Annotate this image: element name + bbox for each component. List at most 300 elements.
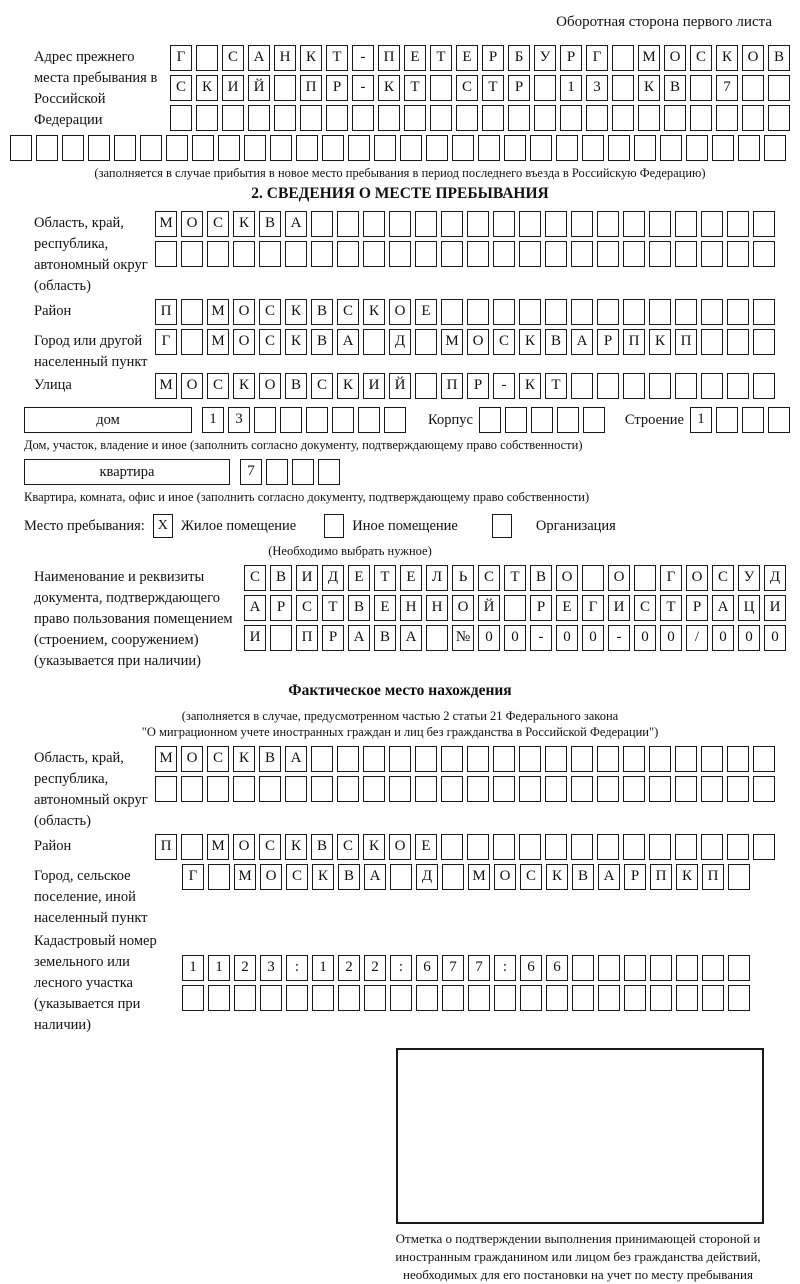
char-row — [182, 864, 790, 894]
char-row — [170, 105, 794, 135]
char-cell: 7 — [240, 459, 262, 485]
char-cell: В — [374, 625, 396, 651]
char-row — [690, 407, 794, 427]
char-cell: С — [337, 299, 359, 325]
char-cell — [415, 211, 437, 237]
char-cell — [546, 985, 568, 1011]
char-cell: А — [248, 45, 270, 71]
char-cell — [753, 299, 775, 325]
char-cell: В — [768, 45, 790, 71]
char-cell: А — [598, 864, 620, 890]
char-cell: С — [690, 45, 712, 71]
char-row — [155, 241, 790, 271]
char-cell: Г — [582, 595, 604, 621]
korpus-label: Корпус — [428, 412, 473, 428]
char-cell — [597, 776, 619, 802]
char-cell — [728, 864, 750, 890]
char-cell: 1 — [202, 407, 224, 433]
char-cell — [753, 834, 775, 860]
char-cell — [280, 407, 302, 433]
char-cell — [292, 459, 314, 485]
char-cell — [701, 329, 723, 355]
field-oblast — [10, 211, 790, 297]
char-cell — [196, 105, 218, 131]
field-kadastr — [10, 929, 790, 1036]
fact-gorod-label: Город, сельское поселение, иной населенный пункт — [34, 868, 148, 926]
char-cell: С — [296, 595, 318, 621]
char-cell: Е — [374, 595, 396, 621]
char-cell: О — [260, 864, 282, 890]
char-cell — [390, 985, 412, 1011]
char-cell: О — [608, 565, 630, 591]
char-cell — [270, 135, 292, 161]
char-cell: И — [608, 595, 630, 621]
char-cell: В — [311, 299, 333, 325]
char-cell — [260, 985, 282, 1011]
char-cell — [415, 776, 437, 802]
char-cell: Р — [560, 45, 582, 71]
char-cell: И — [363, 373, 385, 399]
char-cell — [389, 211, 411, 237]
char-cell: 2 — [364, 955, 386, 981]
char-cell — [166, 135, 188, 161]
char-cell: - — [530, 625, 552, 651]
char-cell: Т — [482, 75, 504, 101]
char-cell: К — [233, 373, 255, 399]
char-cell: С — [259, 329, 281, 355]
field-fact-gorod — [10, 864, 790, 929]
fact-oblast-label: Область, край, республика, автономный округ (область) — [34, 750, 148, 829]
char-cell — [768, 407, 790, 433]
char-cell — [181, 776, 203, 802]
char-cell — [557, 407, 579, 433]
char-cell: С — [478, 565, 500, 591]
char-cell: А — [400, 625, 422, 651]
char-cell — [664, 105, 686, 131]
char-cell: Т — [374, 565, 396, 591]
char-cell: К — [716, 45, 738, 71]
char-cell — [649, 241, 671, 267]
rayon-label: Район — [34, 303, 72, 319]
doc-label: Наименование и реквизиты документа, подтверждающего право пользования помещением (строением, сооружением) (указывается при наличии) — [34, 569, 233, 669]
char-cell — [140, 135, 162, 161]
prev-address-label: Адрес прежнего места пребывания в Российской Федерации — [34, 49, 158, 128]
char-cell — [285, 241, 307, 267]
char-cell — [764, 135, 786, 161]
char-cell — [452, 135, 474, 161]
char-cell: Е — [556, 595, 578, 621]
char-cell: Г — [586, 45, 608, 71]
char-cell: М — [155, 746, 177, 772]
char-cell: - — [608, 625, 630, 651]
char-cell — [742, 75, 764, 101]
field-ulitsa — [10, 373, 790, 403]
char-cell — [768, 105, 790, 131]
char-cell — [727, 299, 749, 325]
char-cell — [36, 135, 58, 161]
char-cell — [727, 241, 749, 267]
char-cell — [363, 241, 385, 267]
char-cell: С — [456, 75, 478, 101]
char-cell — [494, 985, 516, 1011]
char-cell — [702, 985, 724, 1011]
char-cell: Т — [326, 45, 348, 71]
char-cell: К — [233, 211, 255, 237]
char-cell — [479, 407, 501, 433]
char-cell — [441, 834, 463, 860]
char-row — [182, 985, 790, 1015]
char-cell — [441, 746, 463, 772]
char-cell — [285, 776, 307, 802]
char-cell: В — [285, 373, 307, 399]
char-cell: К — [378, 75, 400, 101]
char-cell — [571, 834, 593, 860]
char-cell — [358, 407, 380, 433]
stroenie-label: Строение — [624, 412, 684, 428]
char-cell: П — [378, 45, 400, 71]
char-cell: Д — [322, 565, 344, 591]
char-cell — [467, 746, 489, 772]
char-cell — [274, 75, 296, 101]
char-cell — [701, 241, 723, 267]
char-cell: Е — [348, 565, 370, 591]
char-cell — [690, 75, 712, 101]
char-cell: О — [233, 299, 255, 325]
char-cell — [650, 985, 672, 1011]
char-cell: К — [638, 75, 660, 101]
char-cell: Й — [478, 595, 500, 621]
char-cell: В — [259, 211, 281, 237]
char-cell: 0 — [478, 625, 500, 651]
char-cell — [598, 985, 620, 1011]
gorod-label: Город или другой населенный пункт — [34, 333, 148, 370]
char-cell: И — [244, 625, 266, 651]
char-cell: П — [650, 864, 672, 890]
char-cell — [534, 105, 556, 131]
char-cell — [415, 373, 437, 399]
char-cell — [519, 834, 541, 860]
char-row — [240, 459, 344, 479]
char-cell: О — [181, 373, 203, 399]
char-cell: М — [155, 373, 177, 399]
char-cell: И — [222, 75, 244, 101]
char-cell: О — [556, 565, 578, 591]
char-cell: О — [181, 746, 203, 772]
char-cell: О — [664, 45, 686, 71]
char-cell: Т — [404, 75, 426, 101]
char-cell — [493, 241, 515, 267]
char-cell: П — [441, 373, 463, 399]
char-cell: 0 — [738, 625, 760, 651]
char-cell: 2 — [234, 955, 256, 981]
char-cell: О — [494, 864, 516, 890]
char-cell: Г — [170, 45, 192, 71]
char-cell — [623, 373, 645, 399]
char-cell — [716, 105, 738, 131]
char-cell — [597, 834, 619, 860]
char-cell — [701, 776, 723, 802]
char-cell — [728, 955, 750, 981]
char-cell: В — [311, 329, 333, 355]
char-cell — [612, 105, 634, 131]
char-cell: О — [233, 834, 255, 860]
char-cell — [478, 135, 500, 161]
char-cell — [233, 241, 255, 267]
char-cell: А — [571, 329, 593, 355]
char-cell: К — [519, 373, 541, 399]
char-cell: М — [207, 329, 229, 355]
char-cell — [675, 746, 697, 772]
char-cell: С — [244, 565, 266, 591]
char-cell: Т — [504, 565, 526, 591]
char-cell: Д — [389, 329, 411, 355]
char-cell — [572, 955, 594, 981]
char-cell: Ь — [452, 565, 474, 591]
char-cell — [624, 985, 646, 1011]
row-dom — [10, 407, 790, 437]
char-cell — [676, 985, 698, 1011]
char-cell — [493, 211, 515, 237]
char-cell: П — [675, 329, 697, 355]
char-cell: С — [207, 746, 229, 772]
kvartira-caption: Квартира, комната, офис и иное (заполнить согласно документу, подтверждающему право собственности) — [24, 490, 590, 504]
field-prev-address — [10, 45, 790, 135]
char-cell — [254, 407, 276, 433]
char-cell — [378, 105, 400, 131]
char-row — [244, 625, 790, 655]
char-cell — [430, 75, 452, 101]
char-cell — [545, 776, 567, 802]
char-cell — [338, 985, 360, 1011]
char-cell: С — [493, 329, 515, 355]
field-fact-rayon — [10, 834, 790, 864]
char-cell — [155, 241, 177, 267]
char-cell: В — [259, 746, 281, 772]
char-cell — [753, 241, 775, 267]
char-row-full — [10, 135, 790, 165]
char-cell — [181, 299, 203, 325]
char-cell: К — [300, 45, 322, 71]
char-cell — [181, 241, 203, 267]
char-cell — [155, 776, 177, 802]
char-cell — [742, 105, 764, 131]
char-cell — [337, 241, 359, 267]
char-cell: О — [452, 595, 474, 621]
char-cell — [649, 834, 671, 860]
char-cell — [259, 776, 281, 802]
char-cell — [181, 329, 203, 355]
char-cell — [545, 299, 567, 325]
char-cell: К — [337, 373, 359, 399]
char-cell — [728, 985, 750, 1011]
char-cell — [649, 373, 671, 399]
char-cell: А — [244, 595, 266, 621]
char-cell: 1 — [690, 407, 712, 433]
char-cell — [586, 105, 608, 131]
char-cell — [352, 105, 374, 131]
char-cell: Р — [482, 45, 504, 71]
char-cell: / — [686, 625, 708, 651]
char-cell: - — [352, 75, 374, 101]
char-cell — [571, 299, 593, 325]
char-cell: 6 — [546, 955, 568, 981]
char-cell — [456, 105, 478, 131]
char-cell: 6 — [416, 955, 438, 981]
char-cell — [363, 776, 385, 802]
char-cell: 0 — [660, 625, 682, 651]
char-cell — [508, 105, 530, 131]
char-cell: А — [285, 746, 307, 772]
char-cell — [519, 746, 541, 772]
char-cell: Р — [508, 75, 530, 101]
char-cell: Е — [456, 45, 478, 71]
char-cell — [727, 329, 749, 355]
char-cell: С — [259, 834, 281, 860]
option-zhiloe-label: Жилое помещение — [180, 518, 297, 534]
char-cell — [493, 834, 515, 860]
char-row — [155, 834, 790, 864]
char-cell: 1 — [182, 955, 204, 981]
checkbox-zhiloe: X — [153, 514, 173, 538]
option-inoe-label: Иное помещение — [352, 518, 458, 534]
char-cell: М — [207, 834, 229, 860]
char-cell — [727, 776, 749, 802]
char-cell — [364, 985, 386, 1011]
char-cell: П — [623, 329, 645, 355]
char-cell: М — [155, 211, 177, 237]
field-doc — [10, 565, 790, 672]
char-cell: : — [390, 955, 412, 981]
char-cell: М — [638, 45, 660, 71]
char-cell: : — [494, 955, 516, 981]
char-cell — [312, 985, 334, 1011]
char-cell — [390, 864, 412, 890]
char-cell — [623, 211, 645, 237]
char-cell — [181, 834, 203, 860]
char-cell — [582, 135, 604, 161]
char-cell — [545, 834, 567, 860]
char-cell — [753, 329, 775, 355]
char-cell — [623, 746, 645, 772]
char-cell — [441, 241, 463, 267]
char-cell: 0 — [634, 625, 656, 651]
char-cell — [208, 864, 230, 890]
char-cell: Г — [182, 864, 204, 890]
char-cell: К — [363, 834, 385, 860]
char-cell — [337, 211, 359, 237]
char-row — [155, 299, 790, 329]
char-cell — [196, 45, 218, 71]
char-cell: Т — [660, 595, 682, 621]
char-row — [155, 373, 790, 403]
char-cell — [753, 746, 775, 772]
char-cell — [404, 105, 426, 131]
char-cell: Р — [467, 373, 489, 399]
char-cell: С — [634, 595, 656, 621]
char-cell — [675, 241, 697, 267]
char-cell: Н — [400, 595, 422, 621]
char-cell: К — [546, 864, 568, 890]
char-cell — [296, 135, 318, 161]
char-cell: Г — [155, 329, 177, 355]
char-cell — [712, 135, 734, 161]
char-cell — [114, 135, 136, 161]
char-cell: О — [389, 299, 411, 325]
char-cell — [248, 105, 270, 131]
char-cell — [363, 746, 385, 772]
char-cell: 0 — [712, 625, 734, 651]
char-row — [479, 407, 609, 422]
char-cell: Е — [400, 565, 422, 591]
char-cell — [545, 746, 567, 772]
char-cell: О — [389, 834, 411, 860]
char-cell — [311, 241, 333, 267]
char-cell — [62, 135, 84, 161]
char-cell — [753, 373, 775, 399]
char-cell — [753, 211, 775, 237]
char-cell — [467, 241, 489, 267]
char-cell — [326, 105, 348, 131]
char-cell: С — [712, 565, 734, 591]
char-cell: Е — [415, 299, 437, 325]
char-row — [202, 407, 410, 427]
char-cell: С — [520, 864, 542, 890]
char-cell: У — [738, 565, 760, 591]
fact-title: Фактическое место нахождения — [288, 682, 512, 699]
kadastr-label: Кадастровый номер земельного или лесного участка (указывается при наличии) — [34, 933, 157, 1033]
section2-title: 2. СВЕДЕНИЯ О МЕСТЕ ПРЕБЫВАНИЯ — [251, 185, 549, 202]
char-row — [155, 746, 790, 776]
page-header-note: Оборотная сторона первого листа — [556, 14, 772, 30]
char-cell: Т — [430, 45, 452, 71]
char-cell — [571, 241, 593, 267]
char-cell: Р — [597, 329, 619, 355]
char-cell: К — [285, 834, 307, 860]
char-cell: Й — [389, 373, 411, 399]
char-cell: С — [337, 834, 359, 860]
mesto-label: Место пребывания: — [24, 518, 145, 534]
char-cell — [337, 746, 359, 772]
row-kvartira — [10, 459, 790, 489]
char-cell — [597, 241, 619, 267]
char-cell: Е — [415, 834, 437, 860]
char-row — [170, 45, 794, 75]
char-cell: А — [364, 864, 386, 890]
char-cell: О — [181, 211, 203, 237]
char-cell: № — [452, 625, 474, 651]
char-cell — [571, 373, 593, 399]
char-cell — [675, 299, 697, 325]
char-cell: В — [545, 329, 567, 355]
char-cell: 3 — [586, 75, 608, 101]
char-cell: Р — [270, 595, 292, 621]
char-cell — [482, 105, 504, 131]
char-cell — [660, 135, 682, 161]
row-mesto — [10, 513, 790, 543]
char-cell: Б — [508, 45, 530, 71]
char-cell: М — [234, 864, 256, 890]
char-cell — [332, 407, 354, 433]
char-cell — [207, 776, 229, 802]
char-cell: В — [530, 565, 552, 591]
char-cell — [322, 135, 344, 161]
char-cell — [597, 211, 619, 237]
fact-caption-2: "О миграционном учете иностранных граждан и лиц без гражданства в Российской Федерации") — [141, 725, 659, 739]
char-cell — [207, 241, 229, 267]
char-cell: В — [664, 75, 686, 101]
char-cell: У — [534, 45, 556, 71]
char-cell: П — [155, 299, 177, 325]
